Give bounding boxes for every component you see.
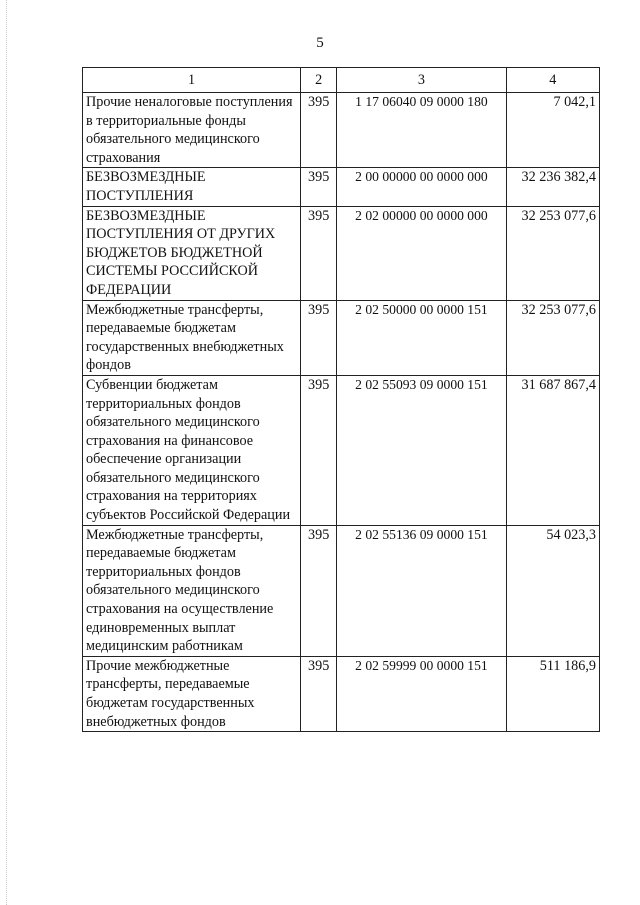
page-number: 5 — [316, 35, 324, 51]
row-budget-code: 1 17 06040 09 0000 180 — [337, 93, 506, 168]
table-row — [83, 168, 600, 206]
row-admin-code: 395 — [301, 375, 337, 525]
row-budget-code: 2 00 00000 00 0000 000 — [337, 168, 506, 206]
column-header-admin: 2 — [301, 68, 337, 93]
table-header-row — [83, 68, 600, 93]
column-header-amount: 4 — [506, 68, 599, 93]
table-row — [83, 375, 600, 525]
row-budget-code: 2 02 55136 09 0000 151 — [337, 525, 506, 656]
row-admin-code: 395 — [301, 168, 337, 206]
row-name: Прочие неналоговые поступления в территориальные фонды обязательного медицинского страхования — [83, 93, 301, 168]
row-name: Субвенции бюджетам территориальных фондов обязательного медицинского страхования на финансовое обеспечение организации обязательного медицинского страхования на территориях субъектов Российской Федерации — [83, 375, 301, 525]
table-row — [83, 206, 600, 300]
table-row — [83, 525, 600, 656]
row-budget-code: 2 02 50000 00 0000 151 — [337, 300, 506, 375]
row-admin-code: 395 — [301, 206, 337, 300]
row-budget-code: 2 02 55093 09 0000 151 — [337, 375, 506, 525]
row-name: Прочие межбюджетные трансферты, передаваемые бюджетам государственных внебюджетных фондов — [83, 656, 301, 731]
row-amount: 32 236 382,4 — [506, 168, 599, 206]
table-row — [83, 656, 600, 731]
row-admin-code: 395 — [301, 525, 337, 656]
scan-edge-artifact — [6, 0, 8, 905]
row-name: Межбюджетные трансферты, передаваемые бюджетам государственных внебюджетных фондов — [83, 300, 301, 375]
row-amount: 7 042,1 — [506, 93, 599, 168]
row-name: БЕЗВОЗМЕЗДНЫЕ ПОСТУПЛЕНИЯ ОТ ДРУГИХ БЮДЖЕТОВ БЮДЖЕТНОЙ СИСТЕМЫ РОССИЙСКОЙ ФЕДЕРАЦИИ — [83, 206, 301, 300]
table-row — [83, 300, 600, 375]
column-header-name: 1 — [83, 68, 301, 93]
row-admin-code: 395 — [301, 300, 337, 375]
row-name: БЕЗВОЗМЕЗДНЫЕ ПОСТУПЛЕНИЯ — [83, 168, 301, 206]
column-header-code: 3 — [337, 68, 506, 93]
row-budget-code: 2 02 59999 00 0000 151 — [337, 656, 506, 731]
row-amount: 511 186,9 — [506, 656, 599, 731]
table-row — [83, 93, 600, 168]
revenue-table — [82, 67, 600, 732]
row-amount: 54 023,3 — [506, 525, 599, 656]
row-admin-code: 395 — [301, 656, 337, 731]
row-admin-code: 395 — [301, 93, 337, 168]
row-amount: 32 253 077,6 — [506, 206, 599, 300]
row-budget-code: 2 02 00000 00 0000 000 — [337, 206, 506, 300]
row-amount: 31 687 867,4 — [506, 375, 599, 525]
row-amount: 32 253 077,6 — [506, 300, 599, 375]
row-name: Межбюджетные трансферты, передаваемые бюджетам территориальных фондов обязательного медицинского страхования на осуществление единовременных выплат медицинским работникам — [83, 525, 301, 656]
